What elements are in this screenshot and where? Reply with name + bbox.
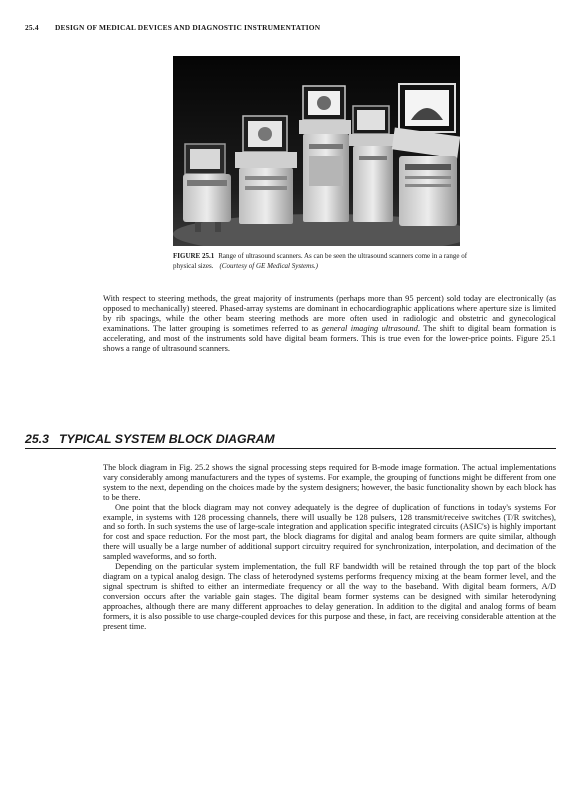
scanner-third: [299, 86, 351, 222]
intro-text-part-1: With respect to steering methods, the great majority of instruments (perhaps more than 95 percent) sold today are electronically (as opposed to mechanically) steered. Phased-array systems are dominant in echocardiographic applications where aperture size is limited by rib spacings, while the other beam steering methods are more often used in radiologic and obstetric and gynecological examinations. The latter grouping is sometimes referred to as: [103, 294, 556, 333]
intro-text: [103, 294, 556, 353]
figure-label: FIGURE 25.1: [173, 252, 215, 260]
intro-paragraph: [103, 294, 556, 353]
running-header: [25, 23, 555, 32]
scanner-fourth: [349, 106, 395, 222]
intro-text-part-2: . The shift to digital beam formation is accelerating, and most of the instruments sold have digital beam formers. This is true even for the lower-price points. Figure 25.1 shows a range of ultrasound scanners.: [103, 323, 556, 353]
section-title: TYPICAL SYSTEM BLOCK DIAGRAM: [58, 432, 275, 446]
body-paragraph-1: The block diagram in Fig. 25.2 shows the signal processing steps required for B-mode image formation. The actual implementations vary considerably among manufacturers and the types of systems. For example, the grouping of functions might be different from one system to the next, depending on the choices made by the system designers; however, the basic functionality shown by each block has to be there.: [103, 463, 556, 502]
figure-credit: (Courtesy of GE Medical Systems.): [219, 262, 318, 270]
scanner-second: [235, 116, 297, 224]
figure-caption: [173, 251, 491, 271]
intro-emphasis: general imaging ultrasound: [321, 323, 418, 333]
scanner-left: [183, 144, 231, 232]
body-paragraph-2: One point that the block diagram may not convey adequately is the degree of duplication of functions in today's systems For example, in systems with 128 processing channels, there will usually be 128 pulsers, 128 transmit/receive switches (T/R switches), and so forth. In such systems the use of large-scale integration and application specific integrated circuits (ASIC's) is highly important for cost and space reduction. For the most part, the block diagrams for digital and analog beam formers are quite similar, although there will usually be a large number of additional support circuitry required for synchronization, interpolation, and decimation of the sampled waveforms, and so forth.: [103, 502, 556, 562]
section-body: [103, 463, 556, 631]
body-paragraph-3: Depending on the particular system implementation, the full RF bandwidth will be retained through the top part of the block diagram on a typical analog design. The class of heterodyned systems performs frequency mixing at the beam former level, and the signal spectrum is shifted to either an intermediate frequency or all the way to the baseband. With digital beam formers, A/D conversion occurs after the variable gain stages. The digital beam former systems can be designed with similar heterodyning approaches, although there are many different approaches to delay generation. In addition to the digital and analog forms of beam formers, it is also possible to use charge-coupled devices for this purpose and these, in fact, are receiving considerable attention at the present time.: [103, 562, 556, 631]
scanner-photo-illustration: [173, 56, 460, 246]
page-number: 25.4: [25, 23, 39, 32]
figure-caption-text: Range of ultrasound scanners. As can be seen the ultrasound scanners come in a range of physical sizes.: [173, 252, 468, 270]
figure-photo-ultrasound-scanners: [173, 56, 460, 246]
section-number: 25.3: [25, 432, 49, 446]
section-heading: [25, 432, 556, 449]
running-title: DESIGN OF MEDICAL DEVICES AND DIAGNOSTIC INSTRUMENTATION: [55, 23, 321, 32]
